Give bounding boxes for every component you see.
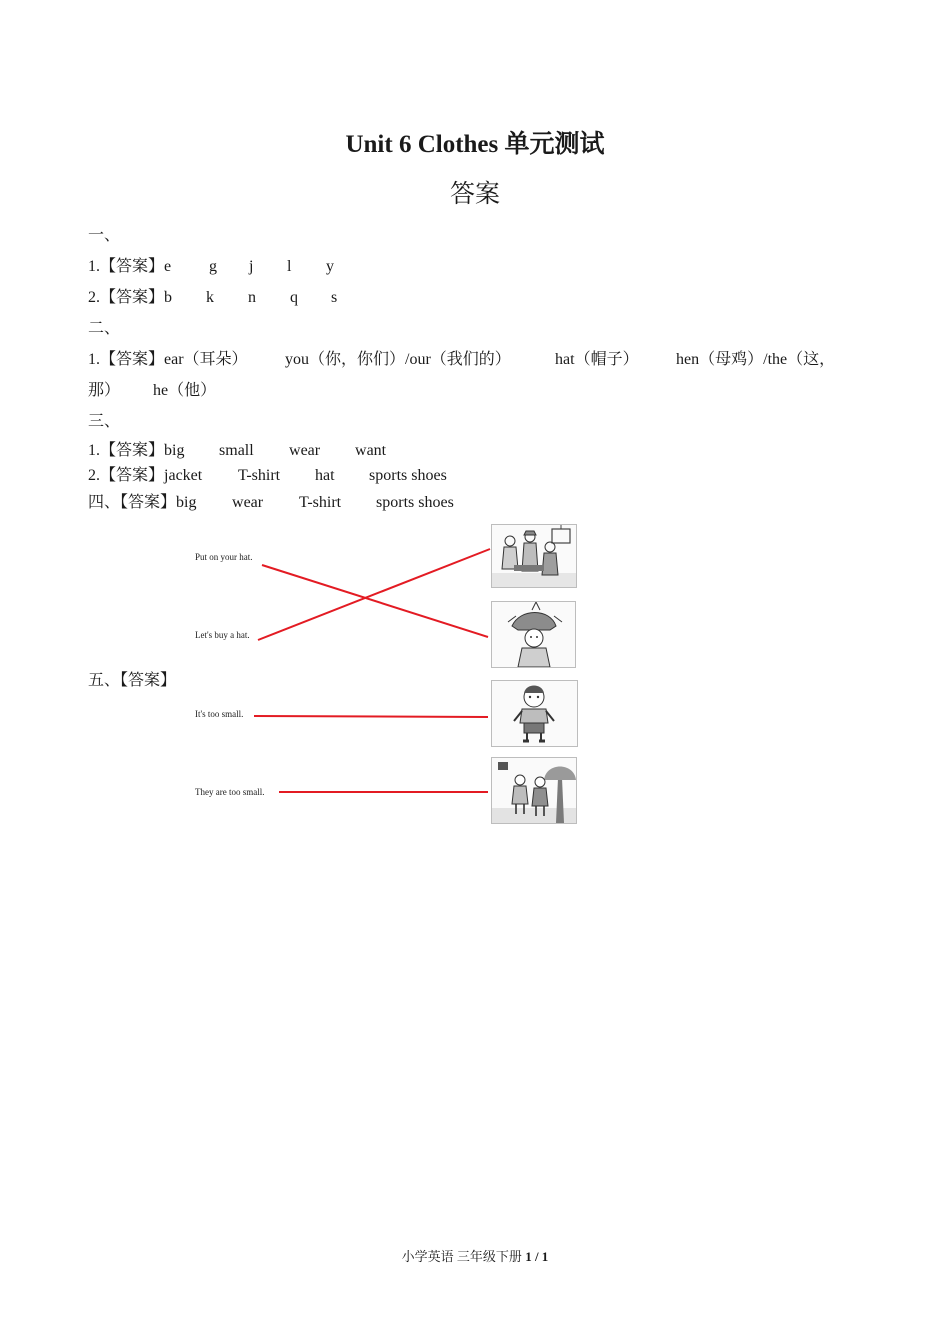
section-2-heading: 二、 <box>88 320 121 337</box>
footer-text: 小学英语 三年级下册 <box>401 1249 526 1264</box>
answer-item: sports shoes <box>376 494 454 511</box>
answer-prefix: 四、【答案】 <box>88 494 177 511</box>
answer-prefix: 1.【答案】 <box>88 351 165 368</box>
answer-item: T-shirt <box>238 467 281 484</box>
match-label-put-on-hat: Put on your hat. <box>195 552 253 562</box>
match-line-too-small <box>254 716 488 717</box>
answer-prefix: 2.【答案】 <box>88 289 165 306</box>
match-label-they-too-small: They are too small. <box>195 787 265 797</box>
answer-prefix: 2.【答案】 <box>88 467 165 484</box>
answer-item: wear <box>232 494 264 511</box>
answer-item: T-shirt <box>299 494 342 511</box>
answer-item: e <box>164 258 172 275</box>
match-label-too-small: It's too small. <box>195 709 244 719</box>
answer-item: ear（耳朵） <box>164 351 248 368</box>
answer-prefix: 五、【答案】 <box>88 672 177 689</box>
answer-item: q <box>290 289 299 306</box>
answer-item: small <box>219 442 254 459</box>
page-number: 1 / 1 <box>525 1249 549 1264</box>
section-3-heading: 三、 <box>88 413 121 430</box>
answer-item: l <box>287 258 292 275</box>
answer-item: he（他） <box>153 382 217 399</box>
answer-item: you（你，你们）/our（我们的） <box>285 351 511 368</box>
answer-item: j <box>249 258 254 275</box>
match-label-buy-hat: Let's buy a hat. <box>195 630 250 640</box>
answer-item: want <box>355 442 387 459</box>
answer-item: sports shoes <box>369 467 447 484</box>
answer-item: hen（母鸡）/the（这， <box>676 351 836 368</box>
answer-item: k <box>206 289 215 306</box>
answer-item: s <box>331 289 338 306</box>
answer-item: 那） <box>88 382 121 399</box>
answer-prefix: 1.【答案】 <box>88 258 165 275</box>
answer-item: b <box>164 289 173 306</box>
section-1-heading: 一、 <box>88 227 121 244</box>
page-title: Unit 6 Clothes 单元测试 <box>345 131 605 158</box>
answer-item: hat（帽子） <box>555 351 639 368</box>
answer-item: wear <box>289 442 321 459</box>
answer-item: big <box>176 494 197 511</box>
answer-prefix: 1.【答案】 <box>88 442 165 459</box>
answer-item: big <box>164 442 185 459</box>
answer-item: y <box>326 258 335 275</box>
answer-item: hat <box>315 467 335 484</box>
page-subtitle: 答案 <box>449 181 500 208</box>
answer-item: g <box>209 258 218 275</box>
answer-item: jacket <box>164 467 203 484</box>
answer-item: n <box>248 289 257 306</box>
page-footer <box>0 1246 950 1265</box>
